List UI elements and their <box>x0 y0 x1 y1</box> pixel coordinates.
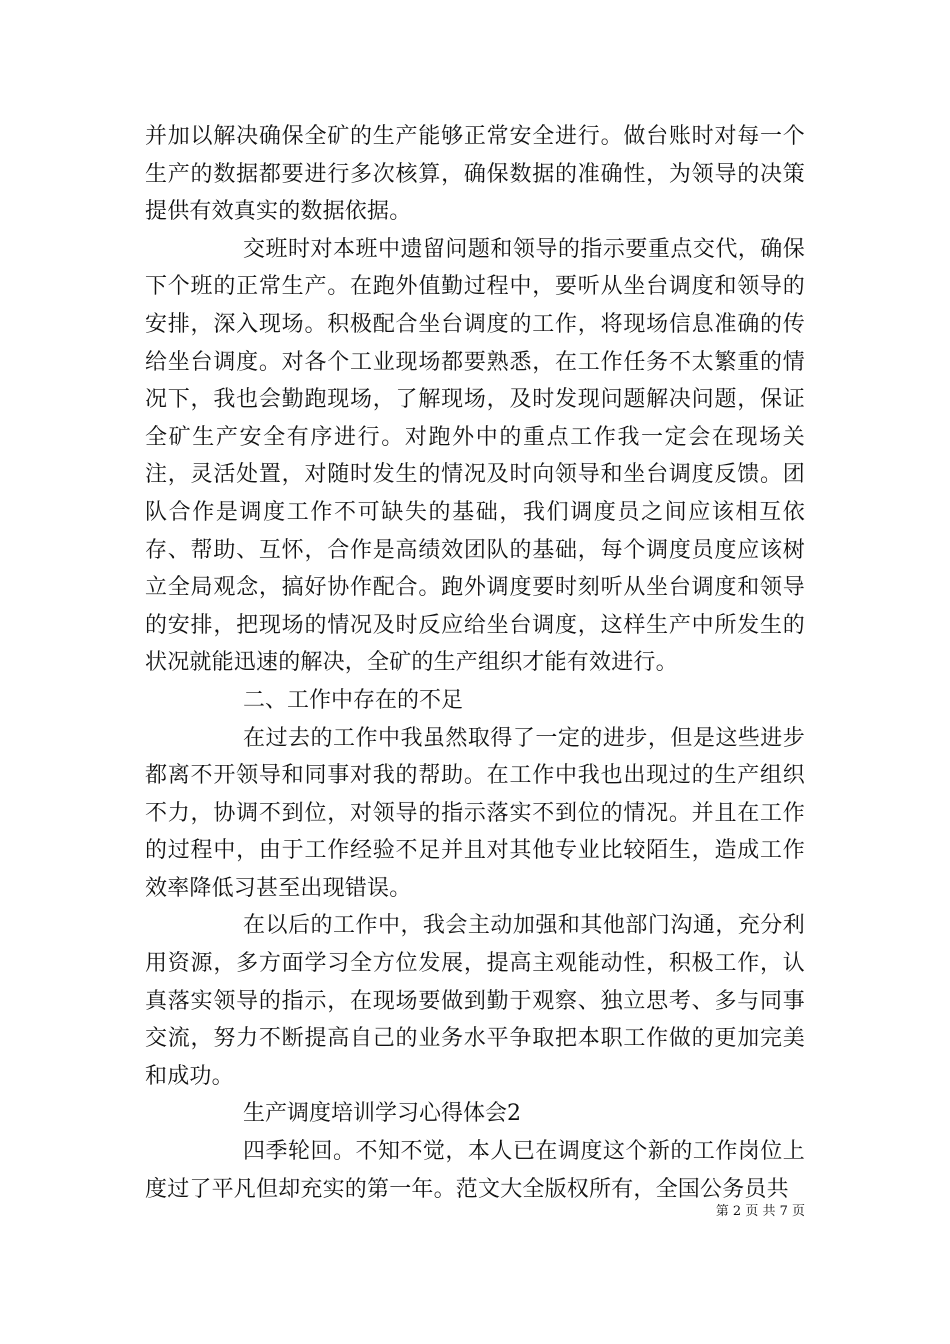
section-heading-shortcomings: 二、工作中存在的不足 <box>243 687 464 713</box>
paragraph-shortcomings: 在过去的工作中我虽然取得了一定的进步，但是这些进步都离不开领导和同事对我的帮助。在工作中我也出现过的生产组织不力，协调不到位，对领导的指示落实不到位的情况。并且在工作的过程中，由于工作经验不足并且对其他专业比较陌生，造成工作效率降低习甚至出现错误。 <box>145 725 805 901</box>
paragraph-article-2-intro: 四季轮回。不知不觉，本人已在调度这个新的工作岗位上度过了平凡但却充实的第一年。范文大全版权所有，全国公务员共 <box>145 1139 805 1202</box>
page-number-footer: 第 2 页 共 7 页 <box>715 1204 805 1219</box>
paragraph-continuation: 并加以解决确保全矿的生产能够正常安全进行。做台账时对每一个生产的数据都要进行多次核算，确保数据的准确性，为领导的决策提供有效真实的数据依据。 <box>145 124 805 225</box>
section-heading-article-2: 生产调度培训学习心得体会2 <box>243 1101 521 1127</box>
document-body <box>145 118 805 1208</box>
paragraph-future-work: 在以后的工作中，我会主动加强和其他部门沟通，充分利用资源，多方面学习全方位发展，提高主观能动性，积极工作，认真落实领导的指示，在现场要做到勤于观察、独立思考、多与同事交流，努力不断提高自己的业务水平争取把本职工作做的更加完美和成功。 <box>145 913 805 1089</box>
paragraph-shift-handover: 交班时对本班中遗留问题和领导的指示要重点交代，确保下个班的正常生产。在跑外值勤过程中，要听从坐台调度和领导的安排，深入现场。积极配合坐台调度的工作，将现场信息准确的传给坐台调度。对各个工业现场都要熟悉，在工作任务不太繁重的情况下，我也会勤跑现场，了解现场，及时发现问题解决问题，保证全矿生产安全有序进行。对跑外中的重点工作我一定会在现场关注，灵活处置，对随时发生的情况及时向领导和坐台调度反馈。团队合作是调度工作不可缺失的基础，我们调度员之间应该相互依存、帮助、互怀，合作是高绩效团队的基础，每个调度员度应该树立全局观念，搞好协作配合。跑外调度要时刻听从坐台调度和领导的安排，把现场的情况及时反应给坐台调度，这样生产中所发生的状况就能迅速的解决，全矿的生产组织才能有效进行。 <box>145 236 805 676</box>
